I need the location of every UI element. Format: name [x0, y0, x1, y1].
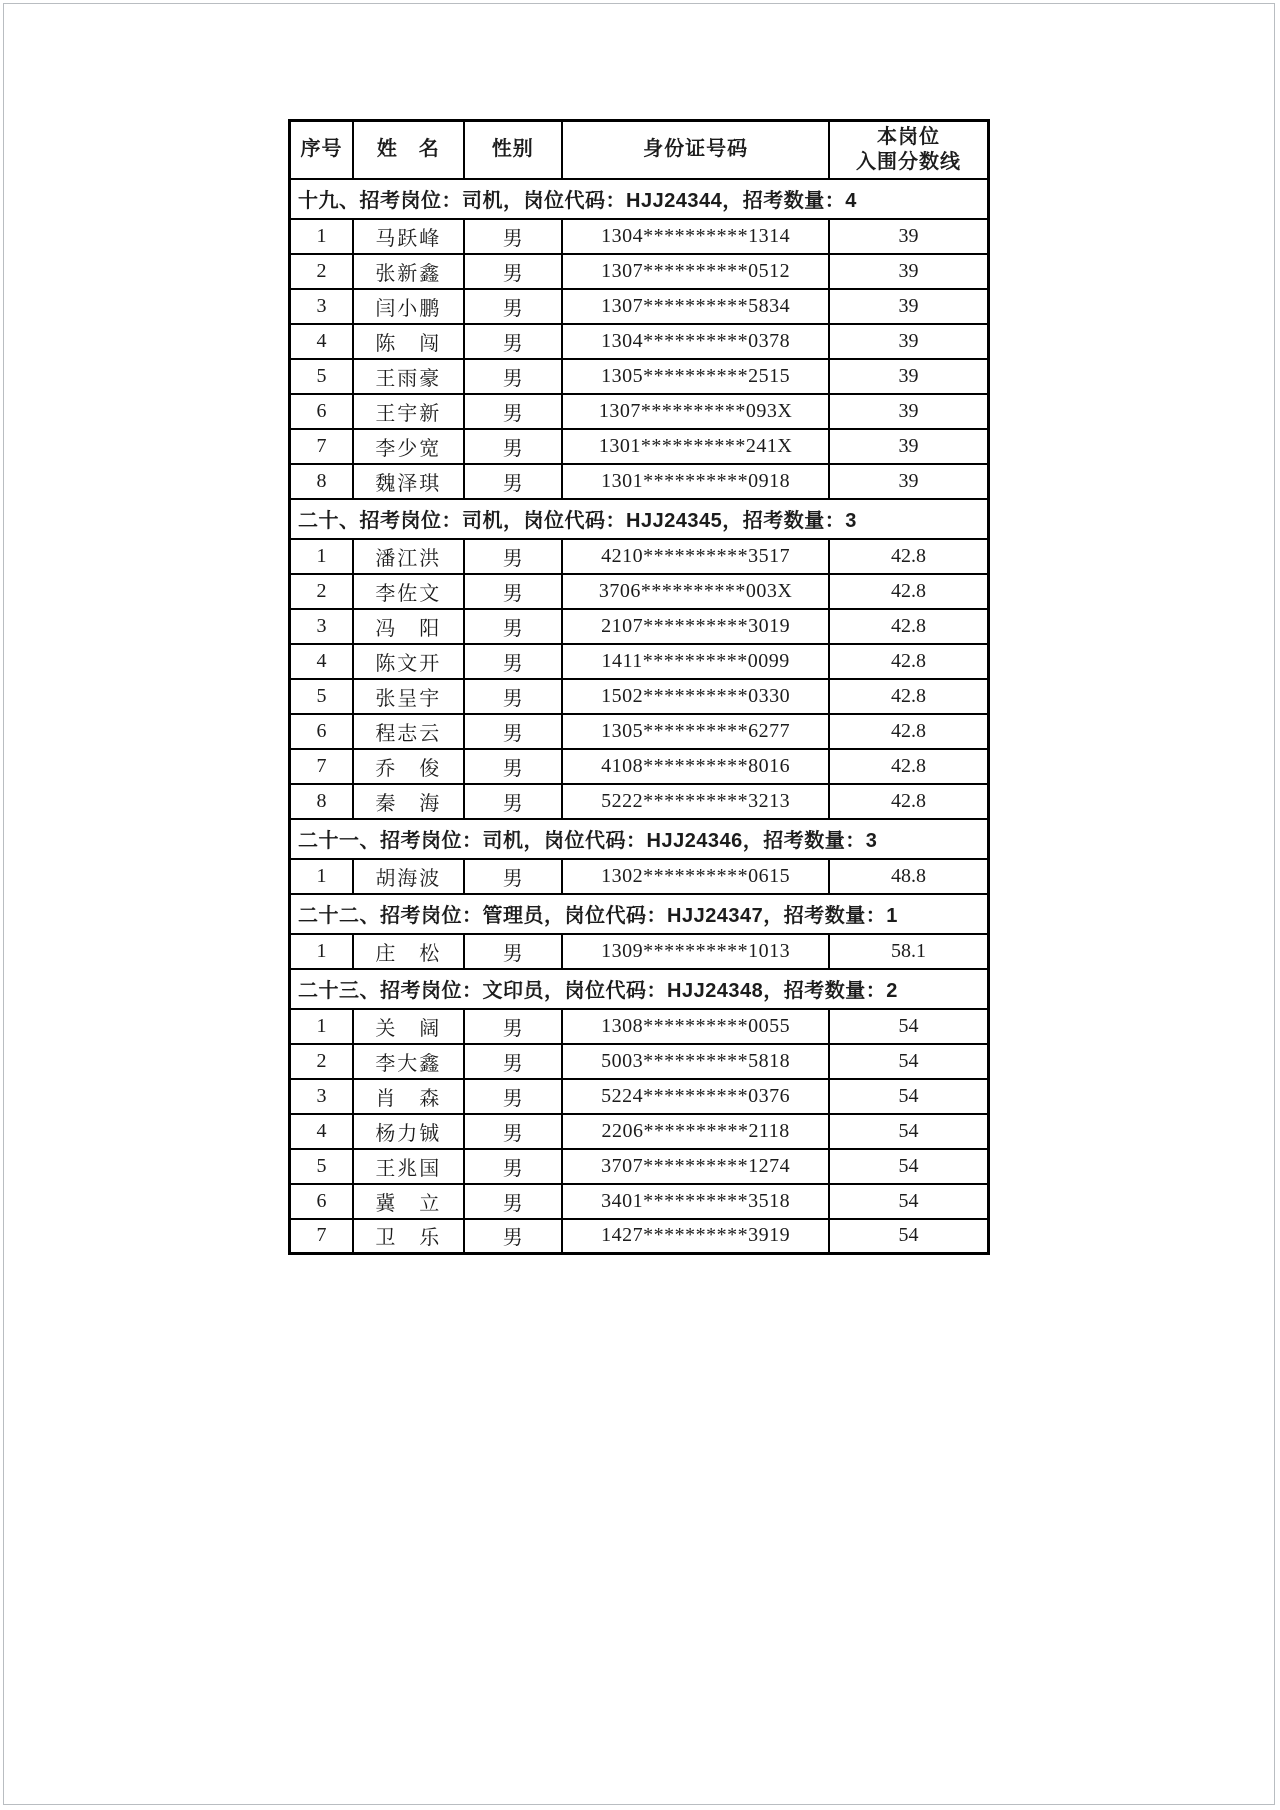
cell-name: 马跃峰: [353, 219, 463, 254]
cell-score: 39: [829, 429, 988, 464]
cell-score: 39: [829, 219, 988, 254]
cell-id-number: 4210**********3517: [562, 539, 829, 574]
cell-score: 42.8: [829, 644, 988, 679]
cell-id-number: 2206**********2118: [562, 1114, 829, 1149]
cell-index: 8: [290, 464, 354, 499]
section-row: [290, 179, 989, 219]
cell-index: 1: [290, 539, 354, 574]
cell-gender: 男: [464, 1044, 563, 1079]
cell-index: 3: [290, 609, 354, 644]
cell-index: 2: [290, 254, 354, 289]
cell-index: 7: [290, 749, 354, 784]
recruitment-score-table: [288, 119, 990, 1255]
cell-gender: 男: [464, 1184, 563, 1219]
cell-id-number: 1304**********0378: [562, 324, 829, 359]
cell-name: 胡海波: [353, 859, 463, 894]
cell-name: 闫小鹏: [353, 289, 463, 324]
cell-score: 39: [829, 394, 988, 429]
cell-gender: 男: [464, 324, 563, 359]
table-row: [290, 464, 989, 499]
cell-name: 李少宽: [353, 429, 463, 464]
cell-name: 李佐文: [353, 574, 463, 609]
cell-gender: 男: [464, 679, 563, 714]
cell-id-number: 3401**********3518: [562, 1184, 829, 1219]
table-row: [290, 1009, 989, 1044]
cell-name: 杨力铖: [353, 1114, 463, 1149]
cell-id-number: 1307**********0512: [562, 254, 829, 289]
section-title: 十九、招考岗位：司机，岗位代码：HJJ24344，招考数量：4: [290, 179, 989, 219]
col-header-score-line2: 入围分数线: [856, 150, 962, 173]
cell-id-number: 1304**********1314: [562, 219, 829, 254]
results-table-body: [290, 179, 989, 1254]
cell-gender: 男: [464, 539, 563, 574]
cell-index: 5: [290, 1149, 354, 1184]
section-title: 二十二、招考岗位：管理员，岗位代码：HJJ24347，招考数量：1: [290, 894, 989, 934]
cell-id-number: 3706**********003X: [562, 574, 829, 609]
table-row: [290, 394, 989, 429]
cell-score: 54: [829, 1149, 988, 1184]
cell-gender: 男: [464, 859, 563, 894]
cell-name: 冀 立: [353, 1184, 463, 1219]
cell-gender: 男: [464, 219, 563, 254]
cell-index: 4: [290, 644, 354, 679]
cell-score: 54: [829, 1184, 988, 1219]
cell-index: 2: [290, 1044, 354, 1079]
table-row: [290, 359, 989, 394]
cell-id-number: 5222**********3213: [562, 784, 829, 819]
cell-index: 3: [290, 289, 354, 324]
col-header-score-line1: 本岗位: [877, 125, 941, 148]
cell-name: 王兆国: [353, 1149, 463, 1184]
cell-score: 42.8: [829, 609, 988, 644]
cell-index: 5: [290, 359, 354, 394]
cell-index: 8: [290, 784, 354, 819]
cell-gender: 男: [464, 749, 563, 784]
cell-id-number: 2107**********3019: [562, 609, 829, 644]
section-row: [290, 499, 989, 539]
table-row: [290, 1219, 989, 1254]
cell-id-number: 1307**********093X: [562, 394, 829, 429]
cell-name: 王雨豪: [353, 359, 463, 394]
cell-name: 乔 俊: [353, 749, 463, 784]
cell-id-number: 3707**********1274: [562, 1149, 829, 1184]
cell-score: 42.8: [829, 714, 988, 749]
cell-id-number: 1307**********5834: [562, 289, 829, 324]
cell-score: 39: [829, 464, 988, 499]
cell-id-number: 1302**********0615: [562, 859, 829, 894]
cell-name: 庄 松: [353, 934, 463, 969]
table-row: [290, 219, 989, 254]
cell-gender: 男: [464, 784, 563, 819]
section-title: 二十一、招考岗位：司机，岗位代码：HJJ24346，招考数量：3: [290, 819, 989, 859]
table-row: [290, 859, 989, 894]
table-row: [290, 324, 989, 359]
cell-gender: 男: [464, 1079, 563, 1114]
table-row: [290, 714, 989, 749]
cell-score: 48.8: [829, 859, 988, 894]
cell-score: 54: [829, 1219, 988, 1254]
col-header-score: [829, 121, 988, 179]
col-header-id-number: 身份证号码: [562, 121, 829, 179]
table-row: [290, 1149, 989, 1184]
cell-id-number: 4108**********8016: [562, 749, 829, 784]
cell-name: 潘江洪: [353, 539, 463, 574]
cell-index: 2: [290, 574, 354, 609]
cell-gender: 男: [464, 1009, 563, 1044]
cell-index: 1: [290, 219, 354, 254]
table-row: [290, 539, 989, 574]
cell-score: 42.8: [829, 539, 988, 574]
cell-name: 李大鑫: [353, 1044, 463, 1079]
cell-id-number: 1427**********3919: [562, 1219, 829, 1254]
cell-index: 7: [290, 1219, 354, 1254]
cell-name: 陈 闯: [353, 324, 463, 359]
cell-index: 1: [290, 1009, 354, 1044]
cell-name: 陈文开: [353, 644, 463, 679]
cell-name: 张新鑫: [353, 254, 463, 289]
table-row: [290, 429, 989, 464]
cell-gender: 男: [464, 1149, 563, 1184]
cell-gender: 男: [464, 1219, 563, 1254]
table-row: [290, 1184, 989, 1219]
section-title: 二十、招考岗位：司机，岗位代码：HJJ24345，招考数量：3: [290, 499, 989, 539]
section-row: [290, 819, 989, 859]
cell-id-number: 1301**********241X: [562, 429, 829, 464]
cell-score: 42.8: [829, 679, 988, 714]
cell-gender: 男: [464, 644, 563, 679]
cell-score: 54: [829, 1079, 988, 1114]
table-row: [290, 1079, 989, 1114]
cell-name: 张呈宇: [353, 679, 463, 714]
cell-id-number: 1305**********2515: [562, 359, 829, 394]
cell-id-number: 5003**********5818: [562, 1044, 829, 1079]
section-row: [290, 894, 989, 934]
table-row: [290, 749, 989, 784]
cell-score: 54: [829, 1114, 988, 1149]
cell-index: 5: [290, 679, 354, 714]
cell-index: 4: [290, 1114, 354, 1149]
table-row: [290, 934, 989, 969]
cell-gender: 男: [464, 289, 563, 324]
cell-index: 6: [290, 714, 354, 749]
cell-id-number: 1502**********0330: [562, 679, 829, 714]
table-row: [290, 784, 989, 819]
cell-score: 39: [829, 289, 988, 324]
table-row: [290, 679, 989, 714]
col-header-index: 序号: [290, 121, 354, 179]
document-page: [3, 3, 1275, 1805]
table-row: [290, 254, 989, 289]
cell-index: 6: [290, 1184, 354, 1219]
col-header-name: 姓 名: [353, 121, 463, 179]
section-title: 二十三、招考岗位：文印员，岗位代码：HJJ24348，招考数量：2: [290, 969, 989, 1009]
cell-name: 程志云: [353, 714, 463, 749]
cell-score: 42.8: [829, 784, 988, 819]
table-row: [290, 644, 989, 679]
table-row: [290, 609, 989, 644]
cell-id-number: 1309**********1013: [562, 934, 829, 969]
cell-name: 魏泽琪: [353, 464, 463, 499]
cell-gender: 男: [464, 934, 563, 969]
table-row: [290, 574, 989, 609]
cell-score: 54: [829, 1009, 988, 1044]
cell-score: 39: [829, 324, 988, 359]
table-row: [290, 1044, 989, 1079]
cell-id-number: 1411**********0099: [562, 644, 829, 679]
cell-gender: 男: [464, 609, 563, 644]
cell-id-number: 1305**********6277: [562, 714, 829, 749]
cell-score: 42.8: [829, 574, 988, 609]
cell-index: 1: [290, 934, 354, 969]
cell-name: 肖 森: [353, 1079, 463, 1114]
cell-score: 58.1: [829, 934, 988, 969]
cell-name: 王宇新: [353, 394, 463, 429]
cell-score: 42.8: [829, 749, 988, 784]
cell-gender: 男: [464, 429, 563, 464]
cell-index: 7: [290, 429, 354, 464]
cell-name: 冯 阳: [353, 609, 463, 644]
cell-name: 卫 乐: [353, 1219, 463, 1254]
cell-id-number: 1301**********0918: [562, 464, 829, 499]
table-row: [290, 1114, 989, 1149]
table-row: [290, 289, 989, 324]
cell-index: 4: [290, 324, 354, 359]
cell-name: 关 阔: [353, 1009, 463, 1044]
cell-gender: 男: [464, 359, 563, 394]
col-header-gender: 性别: [464, 121, 563, 179]
table-header-row: [290, 121, 989, 179]
cell-id-number: 5224**********0376: [562, 1079, 829, 1114]
cell-name: 秦 海: [353, 784, 463, 819]
cell-gender: 男: [464, 574, 563, 609]
cell-gender: 男: [464, 714, 563, 749]
cell-gender: 男: [464, 394, 563, 429]
cell-index: 3: [290, 1079, 354, 1114]
cell-id-number: 1308**********0055: [562, 1009, 829, 1044]
cell-index: 6: [290, 394, 354, 429]
section-row: [290, 969, 989, 1009]
cell-score: 39: [829, 359, 988, 394]
cell-gender: 男: [464, 1114, 563, 1149]
cell-index: 1: [290, 859, 354, 894]
cell-score: 39: [829, 254, 988, 289]
cell-gender: 男: [464, 254, 563, 289]
cell-gender: 男: [464, 464, 563, 499]
cell-score: 54: [829, 1044, 988, 1079]
